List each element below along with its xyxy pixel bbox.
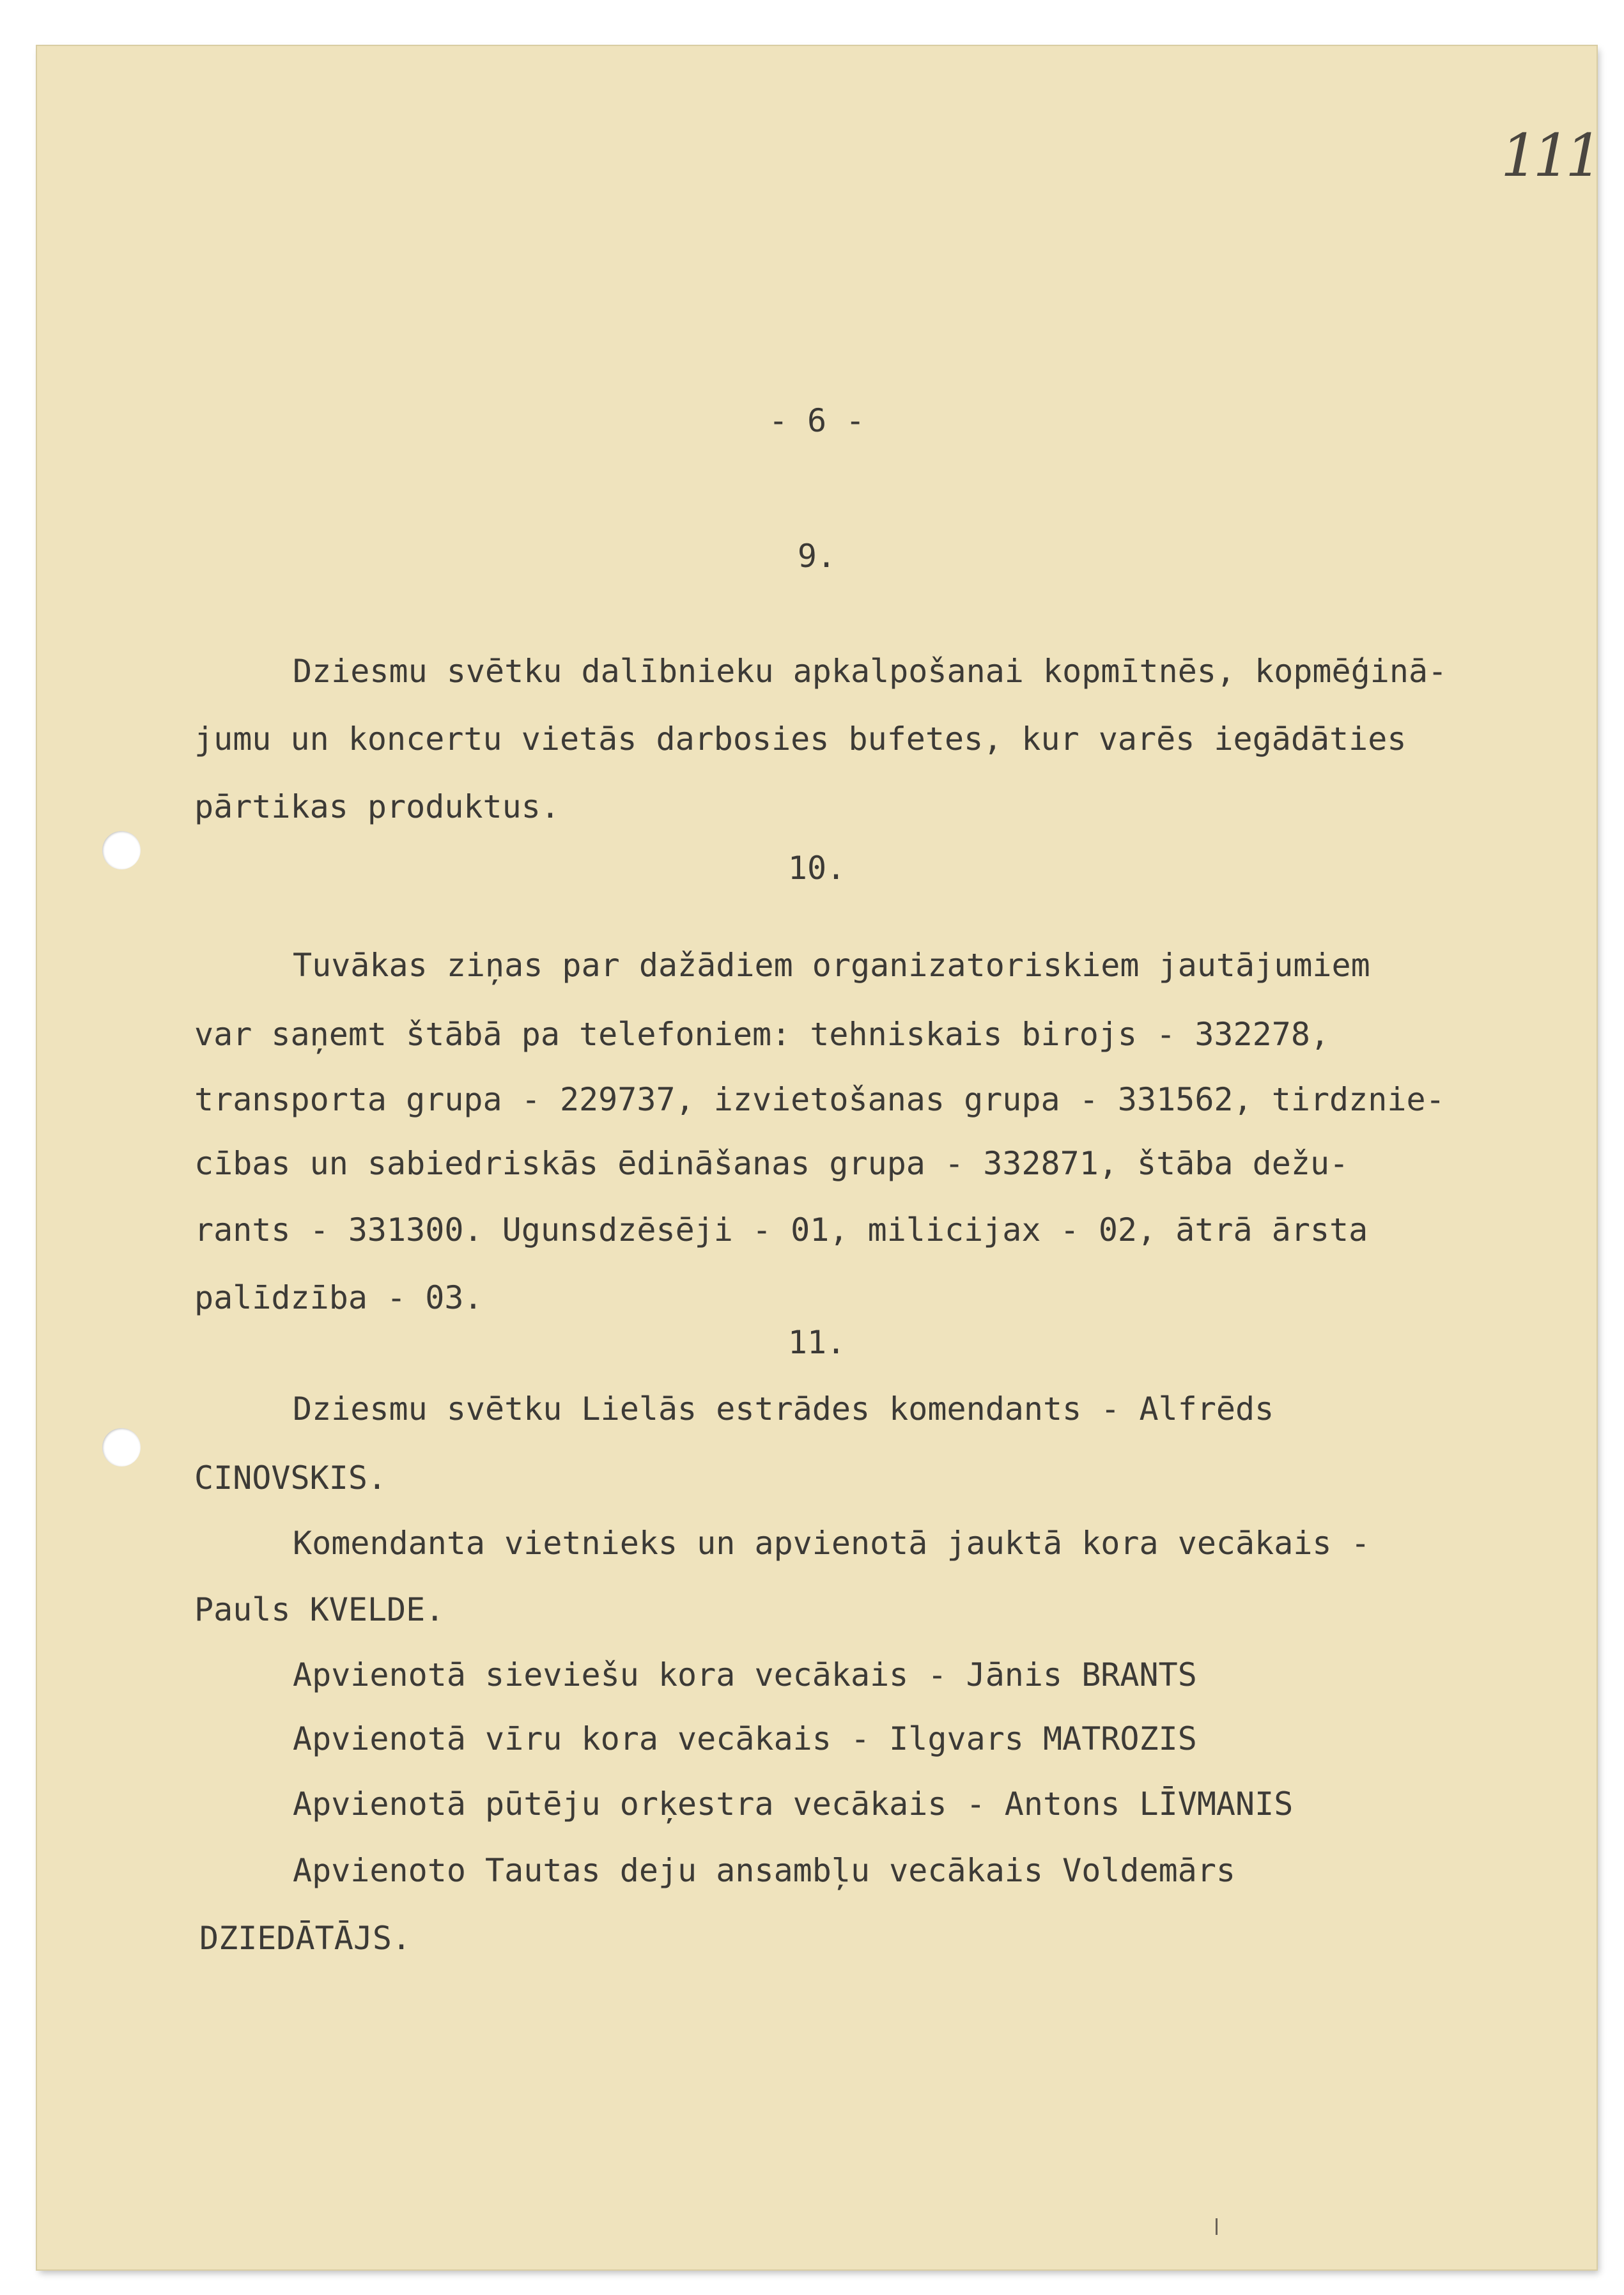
paragraph-line: Dziesmu svētku Lielās estrādes komendants - Alfrēds (293, 1390, 1274, 1428)
paragraph-line: Pauls KVELDE. (194, 1591, 445, 1628)
page-number: - 6 - (768, 402, 865, 439)
section-number: 11. (787, 1324, 846, 1361)
paragraph-line: cības un sabiedriskās ēdināšanas grupa - 332871, štāba dežu- (194, 1145, 1349, 1182)
paragraph-line: DZIEDĀTĀJS. (199, 1920, 412, 1957)
punch-hole-lower (102, 1428, 141, 1466)
paragraph-line: Apvienoto Tautas deju ansambļu vecākais Voldemārs (293, 1852, 1236, 1889)
paragraph-line: Apvienotā vīru kora vecākais - Ilgvars MATROZIS (293, 1720, 1197, 1757)
paragraph-line: var saņemt štābā pa telefoniem: tehniskais birojs - 332278, (194, 1016, 1330, 1053)
paragraph-line: rants - 331300. Ugunsdzēsēji - 01, milicijax - 02, ātrā ārsta (194, 1211, 1368, 1249)
paragraph-line: Apvienotā pūtēju orķestra vecākais - Antons LĪVMANIS (293, 1785, 1294, 1823)
paragraph-line: jumu un koncertu vietās darbosies bufetes, kur varēs iegādāties (194, 720, 1407, 758)
paragraph-line: pārtikas produktus. (194, 788, 560, 825)
paper-mark (1216, 2218, 1218, 2235)
section-number: 10. (787, 850, 846, 887)
paragraph-line: Dziesmu svētku dalībnieku apkalpošanai kopmītnēs, kopmēģinā- (293, 653, 1448, 690)
paragraph-line: palīdzība - 03. (194, 1279, 483, 1316)
archive-number: 111 (1501, 121, 1598, 190)
paragraph-line: Tuvākas ziņas par dažādiem organizatoriskiem jautājumiem (293, 947, 1370, 984)
section-number: 9. (797, 538, 837, 575)
paragraph-line: transporta grupa - 229737, izvietošanas grupa - 331562, tirdznie- (194, 1081, 1445, 1118)
paragraph-line: Apvienotā sieviešu kora vecākais - Jānis BRANTS (293, 1656, 1197, 1693)
document-page (37, 46, 1597, 2269)
paragraph-line: CINOVSKIS. (194, 1459, 387, 1497)
paragraph-line: Komendanta vietnieks un apvienotā jauktā kora vecākais - (293, 1525, 1370, 1562)
